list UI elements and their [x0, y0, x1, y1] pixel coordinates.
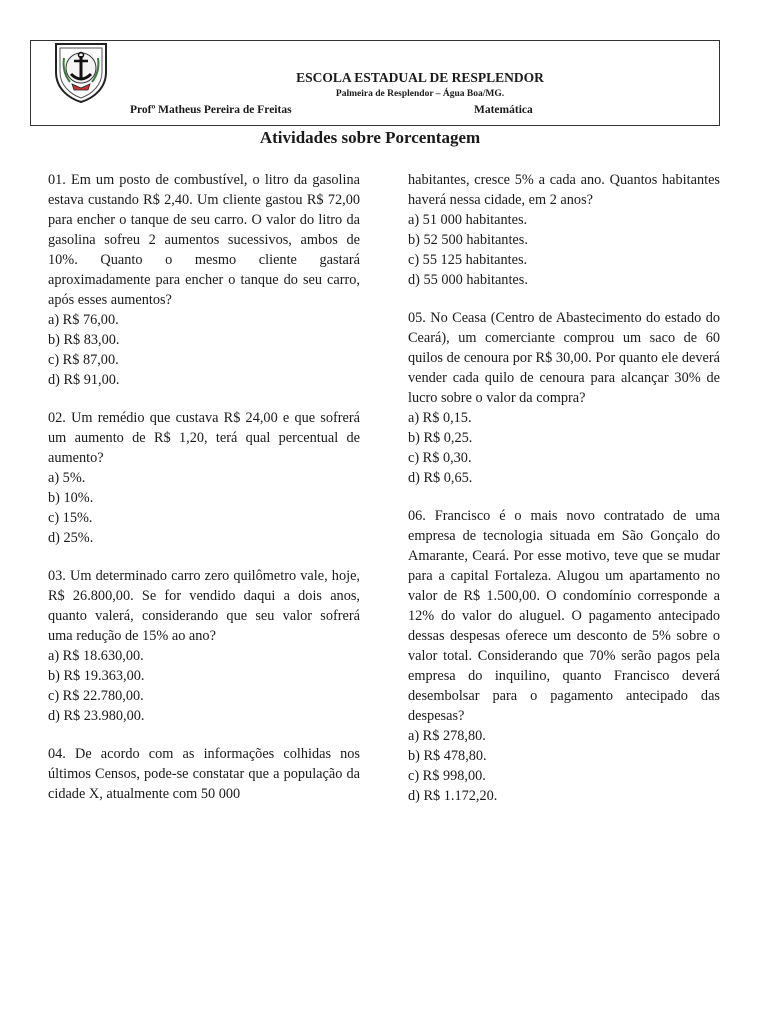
school-crest-icon — [50, 38, 112, 104]
option-d: d) 55 000 habitantes. — [408, 272, 528, 288]
option-b: b) R$ 19.363,00. — [48, 668, 145, 684]
option-c: c) R$ 998,00. — [408, 768, 486, 784]
left-column — [48, 170, 360, 822]
question-06 — [408, 506, 720, 806]
question-text: 03. Um determinado carro zero quilômetro vale, hoje, R$ 26.800,00. Se for vendido daqui a dois anos, quanto valerá, considerando que seu valor sofrerá uma redução de 15% ao ano? — [48, 568, 360, 644]
option-a: a) R$ 0,15. — [408, 410, 472, 426]
right-column — [408, 170, 720, 824]
question-04-continued — [408, 170, 720, 290]
option-a: a) R$ 18.630,00. — [48, 648, 144, 664]
option-d: d) R$ 23.980,00. — [48, 708, 145, 724]
option-c: c) 55 125 habitantes. — [408, 252, 528, 268]
question-01 — [48, 170, 360, 390]
option-b: b) 10%. — [48, 490, 94, 506]
question-05 — [408, 308, 720, 488]
option-b: b) 52 500 habitantes. — [408, 232, 528, 248]
option-d: d) R$ 91,00. — [48, 372, 120, 388]
option-b: b) R$ 0,25. — [408, 430, 473, 446]
question-text: 06. Francisco é o mais novo contratado de uma empresa de tecnologia situada em São Gonçalo do Amarante, Ceará. Por esse motivo, teve que se mudar para a capital Fortaleza. Alugou um apartamento no valor de R$ 1.500,00. O condomínio corresponde a 12% do valor do aluguel. O pagamento antecipado dessas despesas oferece um desconto de 5% sobre o valor total. Considerando que 70% serão pagos pela empresa do inquilino, quanto Francisco deverá desembolsar para o pagamento antecipado das despesas? — [408, 508, 720, 724]
question-04-start — [48, 744, 360, 804]
school-location: Palmeira de Resplendor – Água Boa/MG. — [335, 89, 505, 99]
option-a: a) 5%. — [48, 470, 86, 486]
option-c: c) R$ 0,30. — [408, 450, 472, 466]
question-text: 01. Em um posto de combustível, o litro da gasolina estava custando R$ 2,40. Um cliente gastou R$ 72,00 para encher o tanque de seu carro. O valor do litro da gasolina sofreu 2 aumentos sucessivos, ambos de 10%. Quanto o mesmo cliente gastará aproximadamente para encher o tanque do seu carro, após esses aumentos? — [48, 172, 360, 308]
school-name: ESCOLA ESTADUAL DE RESPLENDOR — [296, 70, 544, 85]
option-d: d) 25%. — [48, 530, 94, 546]
question-text: 02. Um remédio que custava R$ 24,00 e que sofrerá um aumento de R$ 1,20, terá qual percentual de aumento? — [48, 410, 360, 466]
option-d: d) R$ 0,65. — [408, 470, 473, 486]
subject-name: Matemática — [474, 104, 533, 116]
question-03 — [48, 566, 360, 726]
option-c: c) R$ 22.780,00. — [48, 688, 144, 704]
question-text-continued: habitantes, cresce 5% a cada ano. Quantos habitantes haverá nessa cidade, em 2 anos? — [408, 172, 720, 208]
option-a: a) R$ 76,00. — [48, 312, 119, 328]
question-text: 05. No Ceasa (Centro de Abastecimento do estado do Ceará), um comerciante comprou um saco de 60 quilos de cenoura por R$ 30,00. Por quanto ele deverá vender cada quilo de cenoura para alcançar 30% de lucro sobre o valor da compra? — [408, 310, 720, 406]
question-text: 04. De acordo com as informações colhidas nos últimos Censos, pode-se constatar que a população da cidade X, atualmente com 50 000 — [48, 746, 360, 802]
page-title: Atividades sobre Porcentagem — [259, 128, 481, 147]
option-d: d) R$ 1.172,20. — [408, 788, 498, 804]
option-a: a) R$ 278,80. — [408, 728, 486, 744]
option-b: b) R$ 478,80. — [408, 748, 487, 764]
option-b: b) R$ 83,00. — [48, 332, 120, 348]
option-c: c) R$ 87,00. — [48, 352, 119, 368]
option-c: c) 15%. — [48, 510, 93, 526]
option-a: a) 51 000 habitantes. — [408, 212, 528, 228]
teacher-name: Profº Matheus Pereira de Freitas — [130, 104, 292, 116]
question-02 — [48, 408, 360, 548]
